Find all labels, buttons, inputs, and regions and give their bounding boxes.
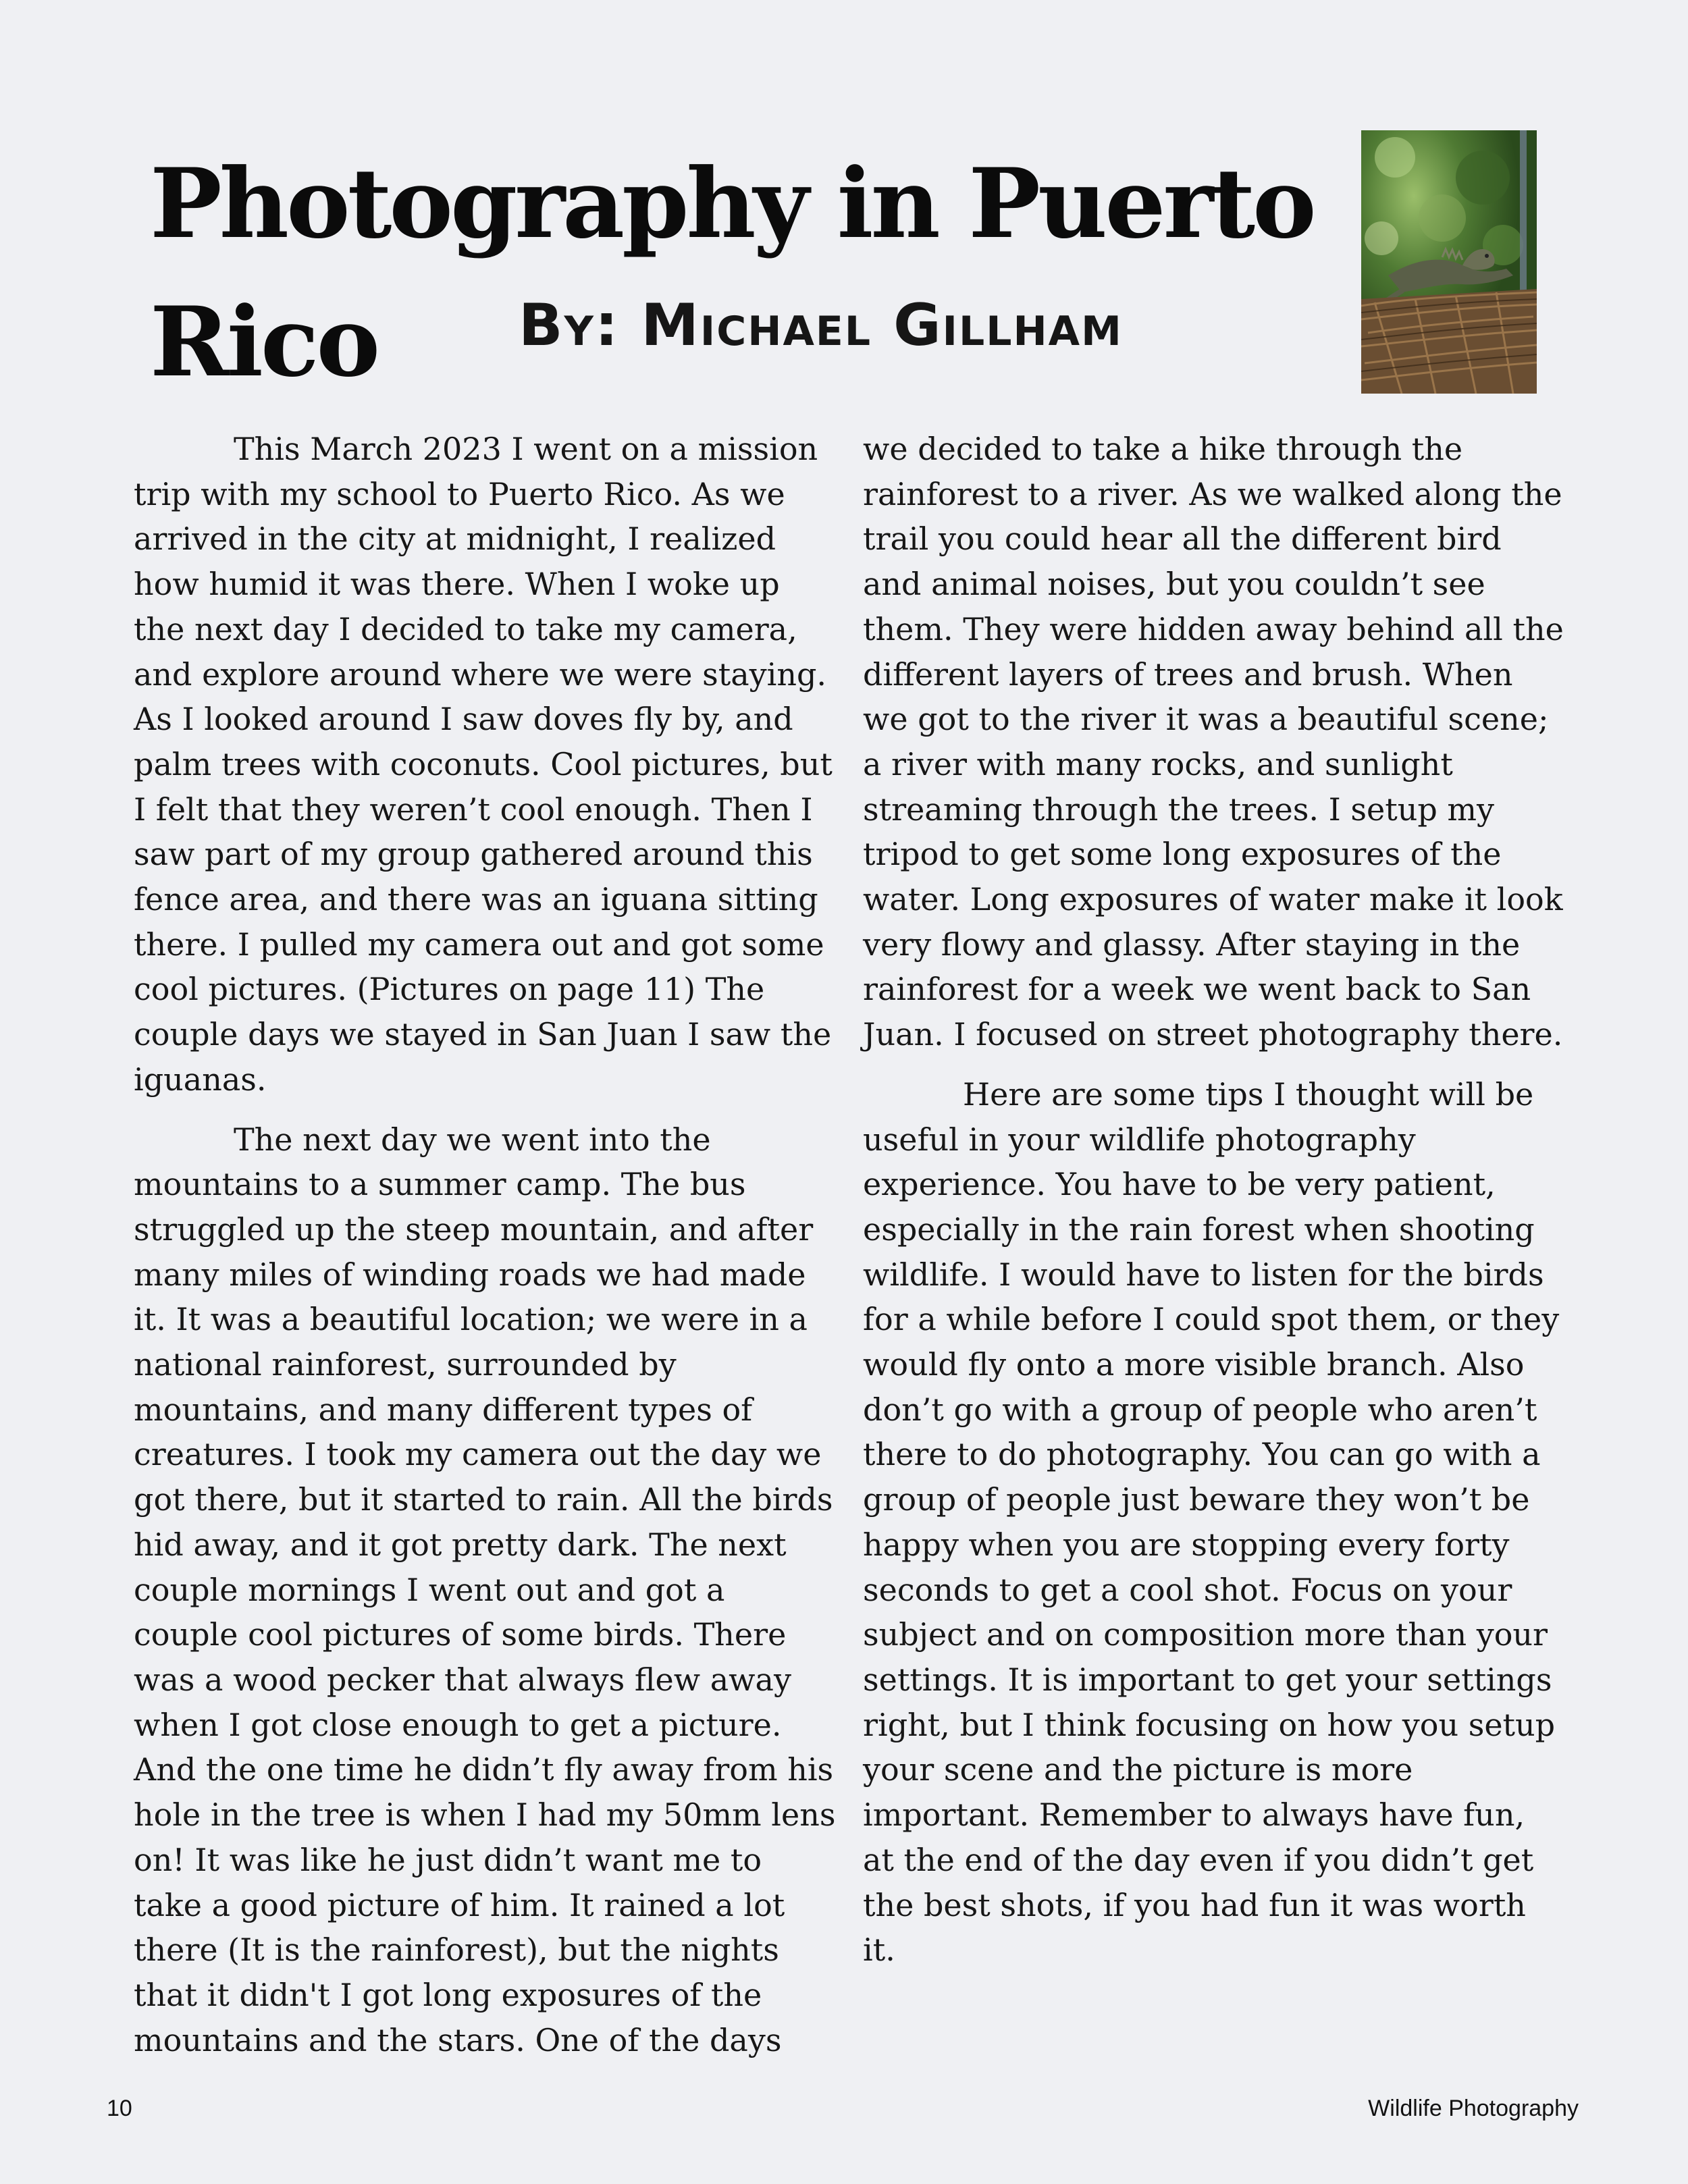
article-body xyxy=(134,427,1565,2067)
iguana-photo xyxy=(1361,130,1537,394)
footer-section-title: Wildlife Photography xyxy=(1368,2096,1579,2121)
author-byline: By: Michael Gillham xyxy=(519,292,1123,359)
page-number: 10 xyxy=(107,2096,132,2121)
article-paragraph: The next day we went into the mountains to a summer camp. The bus struggled up the steep mountain, and after many miles of winding roads we had made it. It was a beautiful location; we were in a national rainforest, surrounded by mountains, and many different types of creatures. I took my camera out the day we got there, but it started to rain. All the birds hid away, and it got pretty dark. The next couple mornings I went out and got a couple cool pictures of some birds. There was a wood pecker that always flew away when I got close enough to get a picture. And the one time he didn’t fly away from his hole in the tree is when I had my 50mm lens on! It was like he just didn’t want me to take a good picture of him. It rained a lot there (It is the rainforest), but the nights that it didn't I got long exposures of the mountains and the stars. One of the days we decided to take a hike through the rainforest to a river. As we walked along the trail you could hear all the different bird and animal noises, but you couldn’t see them. They were hidden away behind all the different layers of trees and brush. When we got to the river it was a beautiful scene; a river with many rocks, and sunlight streaming through the trees. I setup my tripod to get some long exposures of the water. Long exposures of water make it look very flowy and glassy. After staying in the rainforest for a week we went back to San Juan. I focused on street photography there. xyxy=(134,431,1564,2058)
article-paragraph: This March 2023 I went on a mission trip with my school to Puerto Rico. As we arrived in the city at midnight, I realized how humid it was there. When I woke up the next day I decided to take my camera, and explore around where we were staying. As I looked around I saw doves fly by, and palm trees with coconuts. Cool pictures, but I felt that they weren’t cool enough. Then I saw part of my group gathered around this fence area, and there was an iguana sitting there. I pulled my camera out and got some cool pictures. (Pictures on page 11) The couple days we stayed in San Juan I saw the iguanas. xyxy=(134,431,833,1098)
article-paragraph: Here are some tips I thought will be useful in your wildlife photography experience. You have to be very patient, especially in the rain forest when shooting wildlife. I would have to listen for the birds for a while before I could spot them, or they would fly onto a more visible branch. Also don’t go with a group of people who aren’t there to do photography. You can go with a group of people just beware they won’t be happy when you are stopping every forty seconds to get a cool shot. Focus on your subject and on composition more than your settings. It is important to get your settings right, but I think focusing on how you setup your scene and the picture is more important. Remember to always have fun, at the end of the day even if you didn’t get the best shots, if you had fun it was worth it. xyxy=(863,1075,1560,1969)
page-title: Photography in Puerto Rico xyxy=(150,148,1314,398)
iguana-photo-icon xyxy=(1361,130,1537,394)
